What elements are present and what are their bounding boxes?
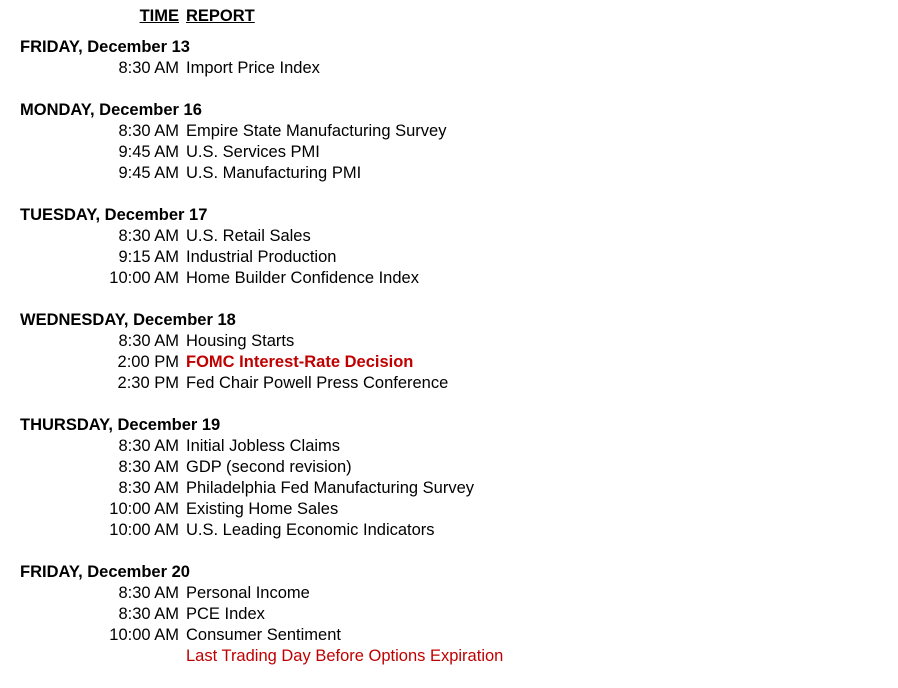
- event-time: 9:15 AM: [118, 248, 179, 266]
- day-section-monday-dec-16: [0, 100, 898, 184]
- event-row: [0, 478, 898, 499]
- event-time: 8:30 AM: [118, 437, 179, 455]
- event-time: 10:00 AM: [109, 500, 179, 518]
- event-report: U.S. Leading Economic Indicators: [186, 521, 435, 539]
- event-time: 10:00 AM: [109, 269, 179, 287]
- day-section-wednesday-dec-18: [0, 310, 898, 394]
- event-report: Housing Starts: [186, 332, 295, 350]
- event-row: [0, 457, 898, 478]
- event-report: U.S. Manufacturing PMI: [186, 164, 362, 182]
- event-row: [0, 604, 898, 625]
- event-report: U.S. Retail Sales: [186, 227, 311, 245]
- event-report-fomc-highlight: FOMC Interest-Rate Decision: [186, 353, 414, 371]
- event-time: 8:30 AM: [118, 59, 179, 77]
- event-row: [0, 226, 898, 247]
- event-row-highlighted: [0, 352, 898, 373]
- day-section-friday-dec-13: [0, 37, 898, 79]
- event-row: [0, 436, 898, 457]
- event-row: [0, 58, 898, 79]
- day-heading: TUESDAY, December 17: [20, 206, 208, 224]
- event-time: 8:30 AM: [118, 122, 179, 140]
- event-row: [0, 268, 898, 289]
- time-column-header: TIME: [139, 7, 179, 25]
- event-time: 8:30 AM: [118, 479, 179, 497]
- day-list: [0, 37, 898, 688]
- event-time: 10:00 AM: [109, 626, 179, 644]
- event-report: PCE Index: [186, 605, 265, 623]
- event-report: GDP (second revision): [186, 458, 352, 476]
- day-heading: FRIDAY, December 20: [20, 563, 190, 581]
- event-row: [0, 142, 898, 163]
- report-column-header: REPORT: [186, 7, 255, 25]
- event-report: Consumer Sentiment: [186, 626, 341, 644]
- event-row: [0, 373, 898, 394]
- event-report: Home Builder Confidence Index: [186, 269, 419, 287]
- event-time: 8:30 AM: [118, 584, 179, 602]
- day-heading: MONDAY, December 16: [20, 101, 202, 119]
- day-heading: FRIDAY, December 13: [20, 38, 190, 56]
- event-report: Existing Home Sales: [186, 500, 339, 518]
- day-heading: THURSDAY, December 19: [20, 416, 221, 434]
- event-row-highlighted: [0, 646, 898, 667]
- event-report: Fed Chair Powell Press Conference: [186, 374, 449, 392]
- event-time: 8:30 AM: [118, 332, 179, 350]
- event-time: 8:30 AM: [118, 458, 179, 476]
- event-row: [0, 520, 898, 541]
- event-report: Initial Jobless Claims: [186, 437, 341, 455]
- event-row: [0, 331, 898, 352]
- event-row: [0, 163, 898, 184]
- event-time: 9:45 AM: [118, 143, 179, 161]
- event-report: U.S. Services PMI: [186, 143, 320, 161]
- event-row: [0, 583, 898, 604]
- event-row: [0, 247, 898, 268]
- day-section-tuesday-dec-17: [0, 205, 898, 289]
- column-header-row: [0, 6, 898, 27]
- event-time: 9:45 AM: [118, 164, 179, 182]
- event-report: Philadelphia Fed Manufacturing Survey: [186, 479, 475, 497]
- event-row: [0, 121, 898, 142]
- event-row: [0, 625, 898, 646]
- event-time: 10:00 AM: [109, 521, 179, 539]
- event-report: Empire State Manufacturing Survey: [186, 122, 447, 140]
- event-time: 8:30 AM: [118, 605, 179, 623]
- event-row: [0, 499, 898, 520]
- event-report-options-expiration-highlight: Last Trading Day Before Options Expiration: [186, 647, 504, 665]
- day-heading: WEDNESDAY, December 18: [20, 311, 236, 329]
- day-section-friday-dec-20: [0, 562, 898, 667]
- event-time: 8:30 AM: [118, 227, 179, 245]
- event-report: Personal Income: [186, 584, 310, 602]
- event-report: Import Price Index: [186, 59, 320, 77]
- event-time: 2:30 PM: [117, 374, 179, 392]
- event-report: Industrial Production: [186, 248, 337, 266]
- day-section-thursday-dec-19: [0, 415, 898, 541]
- event-time: 2:00 PM: [117, 353, 179, 371]
